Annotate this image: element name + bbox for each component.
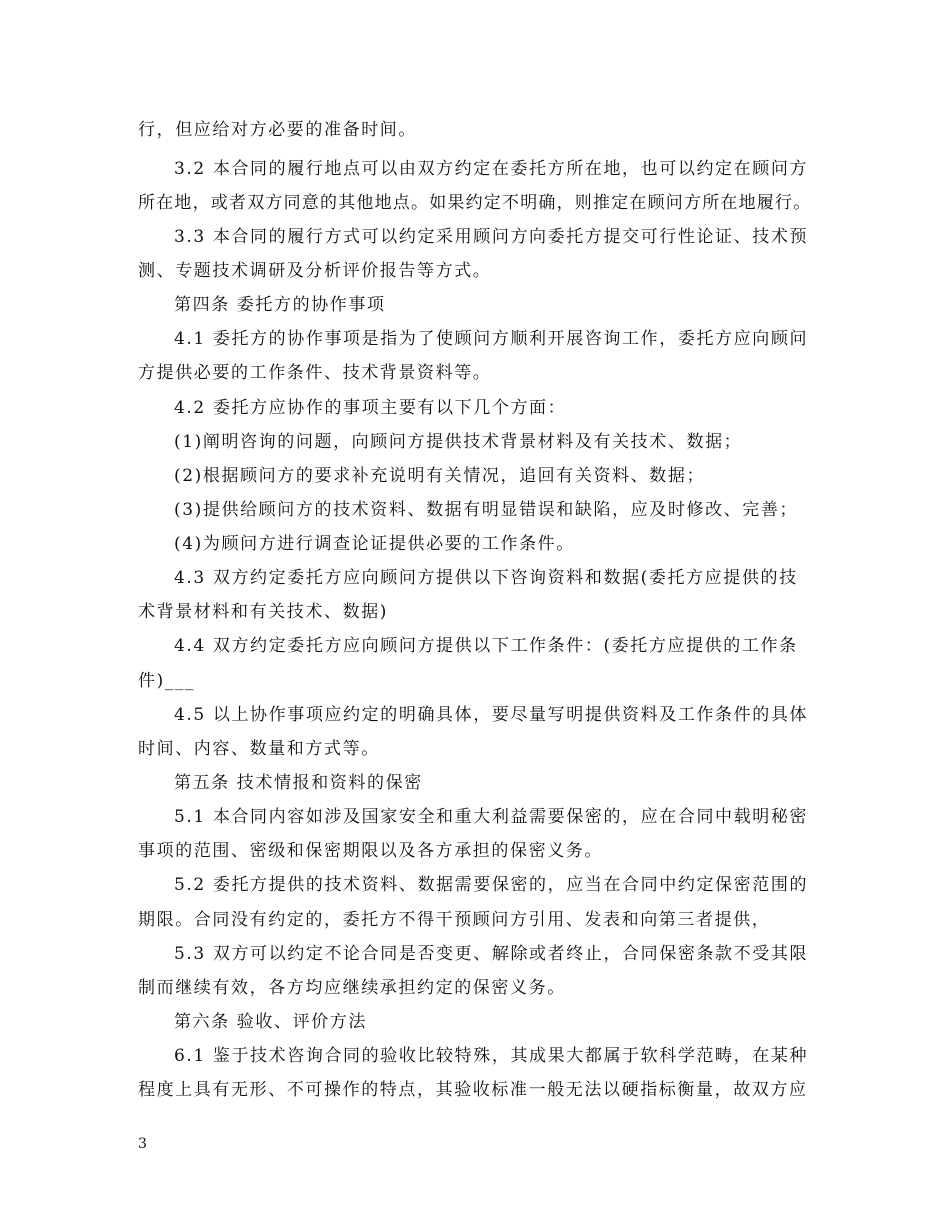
text-line: 行，但应给对方必要的准备时间。 [138,120,417,140]
text-line: 4.4 双方约定委托方应向顾问方提供以下工作条件：(委托方应提供的工作条 [174,636,798,656]
list-item: (3)提供给顾问方的技术资料、数据有明显错误和缺陷，应及时修改、完善； [174,500,799,520]
text-line: 程度上具有无形、不可操作的特点，其验收标准一般无法以硬指标衡量，故双方应 [138,1080,808,1100]
text-line: 5.3 双方可以约定不论合同是否变更、解除或者终止，合同保密条款不受其限 [174,944,809,964]
text-line: 所在地，或者双方同意的其他地点。如果约定不明确，则推定在顾问方所在地履行。 [138,193,812,213]
text-line: 术背景材料和有关技术、数据) [138,602,389,622]
text-line: 制而继续有效，各方均应继续承担约定的保密义务。 [138,978,566,998]
text-line: 3.3 本合同的履行方式可以约定采用顾问方向委托方提交可行性论证、技术预 [174,227,809,247]
text-line: 期限。合同没有约定的，委托方不得干预顾问方引用、发表和向第三者提供， [138,910,771,930]
text-line: 4.2 委托方应协作的事项主要有以下几个方面： [174,398,567,418]
section-heading: 第六条 验收、评价方法 [174,1012,368,1032]
text-line: 4.1 委托方的协作事项是指为了使顾问方顺利开展咨询工作，委托方应向顾问 [174,329,809,349]
text-line: 3.2 本合同的履行地点可以由双方约定在委托方所在地，也可以约定在顾问方 [174,159,809,179]
list-item: (4)为顾问方进行调查论证提供必要的工作条件。 [174,534,575,554]
list-item: (2)根据顾问方的要求补充说明有关情况，追回有关资料、数据； [174,466,706,486]
text-line: 6.1 鉴于技术咨询合同的验收比较特殊，其成果大都属于软科学范畴，在某种 [174,1046,809,1066]
page-number: 3 [138,1136,147,1152]
list-item: (1)阐明咨询的问题，向顾问方提供技术背景材料及有关技术、数据； [174,432,743,452]
section-heading: 第五条 技术情报和资料的保密 [174,773,423,793]
text-line: 事项的范围、密级和保密期限以及各方承担的保密义务。 [138,841,603,861]
text-line: 测、专题技术调研及分析评价报告等方式。 [138,261,492,281]
text-line: 方提供必要的工作条件、技术背景资料等。 [138,363,492,383]
text-line: 4.5 以上协作事项应约定的明确具体，要尽量写明提供资料及工作条件的具体 [174,705,809,725]
text-line: 5.1 本合同内容如涉及国家安全和重大利益需要保密的，应在合同中载明秘密 [174,807,809,827]
section-heading: 第四条 委托方的协作事项 [174,295,386,315]
text-line: 时间、内容、数量和方式等。 [138,739,380,759]
text-line: 件)___ [138,671,196,691]
text-line: 5.2 委托方提供的技术资料、数据需要保密的，应当在合同中约定保密范围的 [174,875,809,895]
text-line: 4.3 双方约定委托方应向顾问方提供以下咨询资料和数据(委托方应提供的技 [174,568,798,588]
